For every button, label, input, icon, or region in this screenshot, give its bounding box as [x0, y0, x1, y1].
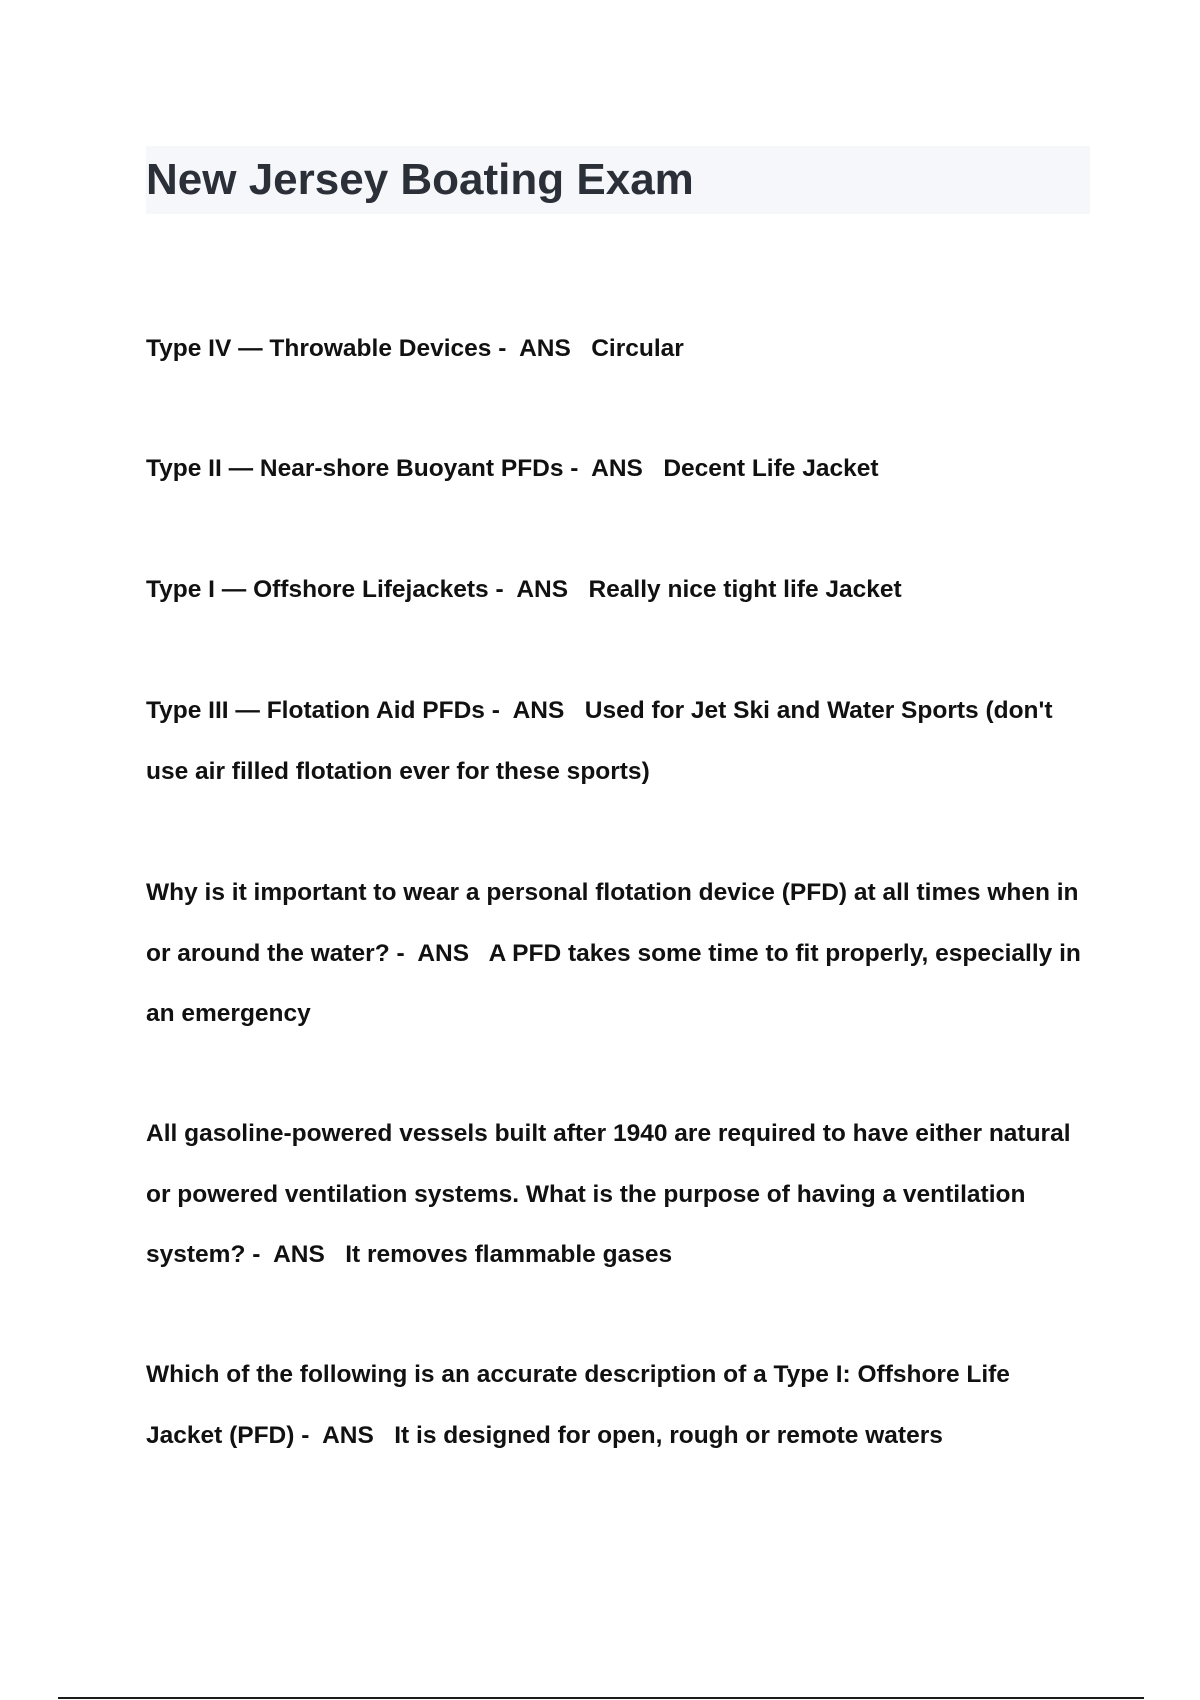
qa-answer: It removes flammable gases: [324, 1241, 673, 1268]
footer-rule: [58, 1697, 1144, 1699]
qa-separator: -: [563, 455, 592, 482]
qa-ans-label: ANS: [512, 697, 565, 724]
qa-question: Type IV — Throwable Devices: [146, 335, 492, 362]
qa-ans-label: ANS: [591, 455, 643, 482]
qa-item: [146, 863, 1090, 1045]
qa-answer: Circular: [570, 335, 684, 362]
qa-ans-label: ANS: [519, 335, 571, 362]
qa-answer: It is designed for open, rough or remote waters: [373, 1421, 943, 1449]
qa-item: [146, 1345, 1090, 1466]
qa-question: Type I — Offshore Lifejackets: [146, 576, 489, 603]
qa-separator: -: [245, 1241, 274, 1268]
qa-item: [146, 681, 1090, 802]
qa-question: Type III — Flotation Aid PFDs: [146, 697, 485, 724]
qa-answer: Used for Jet Ski and Water Sports (don't use air filled flotation ever for these sports): [146, 697, 1060, 785]
qa-item: [146, 439, 1090, 500]
qa-answer: Really nice tight life Jacket: [568, 576, 902, 603]
qa-item: [146, 560, 1090, 621]
qa-item: [146, 319, 1090, 380]
document-title: New Jersey Boating Exam: [146, 155, 694, 204]
qa-item: [146, 1104, 1090, 1286]
qa-ans-label: ANS: [516, 576, 569, 603]
qa-question: Which of the following is an accurate description of a Type I: Offshore Life Jacket (PFD): [146, 1361, 1017, 1449]
qa-separator: -: [488, 576, 517, 603]
qa-ans-label: ANS: [273, 1241, 325, 1268]
qa-separator: -: [484, 697, 513, 724]
qa-answer: A PFD takes some time to fit properly, especially in an emergency: [146, 939, 1088, 1027]
qa-separator: -: [389, 939, 418, 967]
qa-ans-label: ANS: [322, 1421, 374, 1449]
qa-answer: Decent Life Jacket: [642, 455, 879, 482]
qa-separator: -: [491, 335, 520, 362]
qa-separator: -: [294, 1421, 323, 1449]
qa-ans-label: ANS: [417, 939, 470, 967]
qa-question: Why is it important to wear a personal flotation device (PFD) at all times when in or around the water?: [146, 879, 1086, 967]
qa-question: Type II — Near-shore Buoyant PFDs: [146, 455, 564, 482]
qa-question: All gasoline-powered vessels built after 1940 are required to have either natural or powered ventilation systems. What is the purpose of having a ventilation system?: [146, 1120, 1078, 1268]
